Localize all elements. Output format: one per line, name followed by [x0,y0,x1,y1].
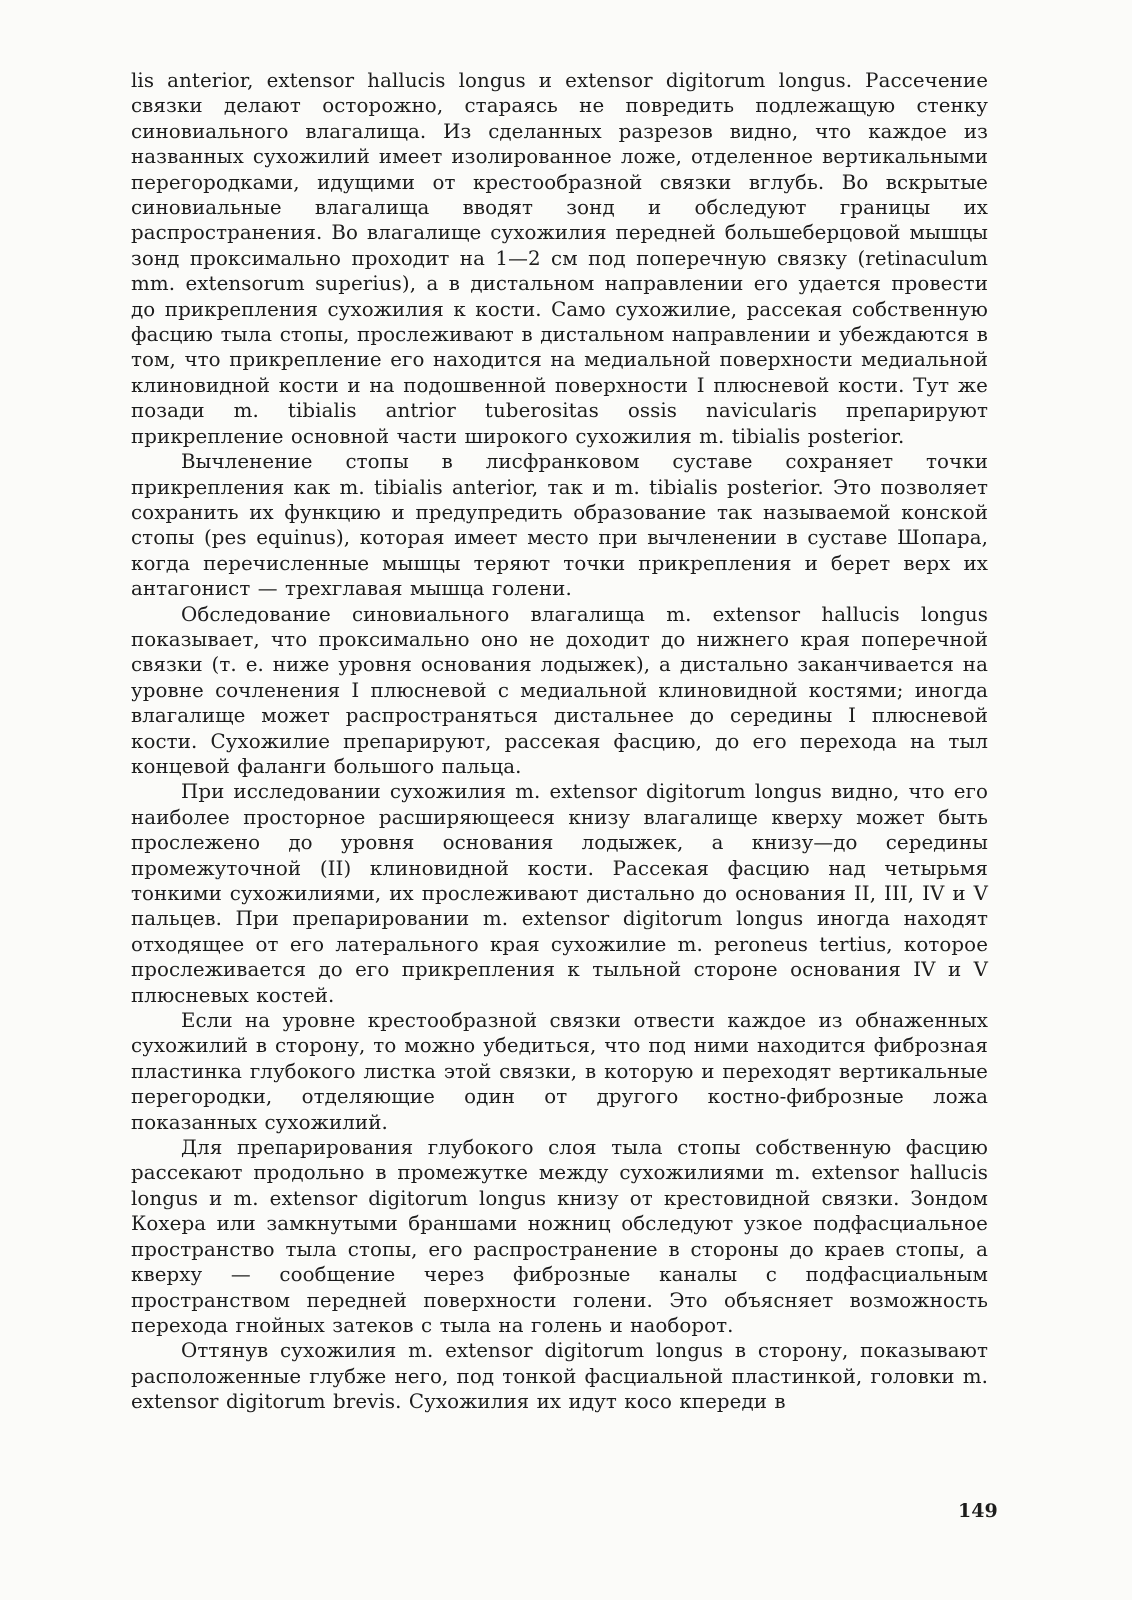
paragraph-1: lis anterior, extensor hallucis longus и extensor digitorum longus. Рассечение связки делают осторожно, стараясь не повредить подлежащую стенку синовиального влагалища. Из сделанных разрезов видно, что каждое из названных сухожилий имеет изолированное ложе, отделенное вертикальными перегородками, идущими от крестообразной связки вглубь. Во вскрытые синовиальные влагалища вводят зонд и обследуют границы их распространения. Во влагалище сухожилия передней большеберцовой мышцы зонд проксимально проходит на 1—2 см под поперечную связку (retinaculum mm. extensorum superius), а в дистальном направлении его удается провести до прикрепления сухожилия к кости. Само сухожилие, рассекая собственную фасцию тыла стопы, прослеживают в дистальном направлении и убеждаются в том, что прикрепление его находится на медиальной поверхности медиальной клиновидной кости и на подошвенной поверхности I плюсневой кости. Тут же позади m. tibialis antrior tuberositas ossis navicularis препарируют прикрепление основной части широкого сухожилия m. tibialis posterior. [131,69,988,448]
body-text [131,68,988,1415]
paragraph-7: Оттянув сухожилия m. extensor digitorum longus в сторону, показывают расположенные глубже него, под тонкой фасциальной пластинкой, головки m. extensor digitorum brevis. Сухожилия их идут косо кпереди в [131,1339,988,1414]
page-number: 149 [958,1500,998,1522]
paragraph-2: Вычленение стопы в лисфранковом суставе сохраняет точки прикрепления как m. tibialis anterior, так и m. tibialis posterior. Это позволяет сохранить их функцию и предупредить образование так называемой конской стопы (pes equinus), которая имеет место при вычленении в суставе Шопара, когда перечисленные мышцы теряют точки прикрепления и берет верх их антагонист — трехглавая мышца голени. [131,450,988,601]
paragraph-4: При исследовании сухожилия m. extensor digitorum longus видно, что его наиболее просторное расширяющееся книзу влагалище кверху может быть прослежено до уровня основания лодыжек, а книзу—до середины промежуточной (II) клиновидной кости. Рассекая фасцию над четырьмя тонкими сухожилиями, их прослеживают дистально до основания II, III, IV и V пальцев. При препарировании m. extensor digitorum longus иногда находят отходящее от его латерального края сухожилие m. peroneus tertius, которое прослеживается до его прикрепления к тыльной стороне основания IV и V плюсневых костей. [131,780,988,1007]
paragraph-5: Если на уровне крестообразной связки отвести каждое из обнаженных сухожилий в сторону, то можно убедиться, что под ними находится фиброзная пластинка глубокого листка этой связки, в которую и переходят вертикальные перегородки, отделяющие один от другого костно-фиброзные ложа показанных сухожилий. [131,1009,988,1134]
paragraph-3: Обследование синовиального влагалища m. extensor hallucis longus показывает, что проксимально оно не доходит до нижнего края поперечной связки (т. е. ниже уровня основания лодыжек), а дистально заканчивается на уровне сочленения I плюсневой с медиальной клиновидной костями; иногда влагалище может распространяться дистальнее до середины I плюсневой кости. Сухожилие препарируют, рассекая фасцию, до его перехода на тыл концевой фаланги большого пальца. [131,602,988,778]
paragraph-6: Для препарирования глубокого слоя тыла стопы собственную фасцию рассекают продольно в промежутке между сухожилиями m. extensor hallucis longus и m. extensor digitorum longus книзу от крестовидной связки. Зондом Кохера или замкнутыми браншами ножниц обследуют узкое подфасциальное пространство тыла стопы, его распространение в стороны до краев стопы, а кверху — сообщение через фиброзные каналы с подфасциальным пространством передней поверхности голени. Это объясняет возможность перехода гнойных затеков с тыла на голень и наоборот. [131,1136,988,1337]
